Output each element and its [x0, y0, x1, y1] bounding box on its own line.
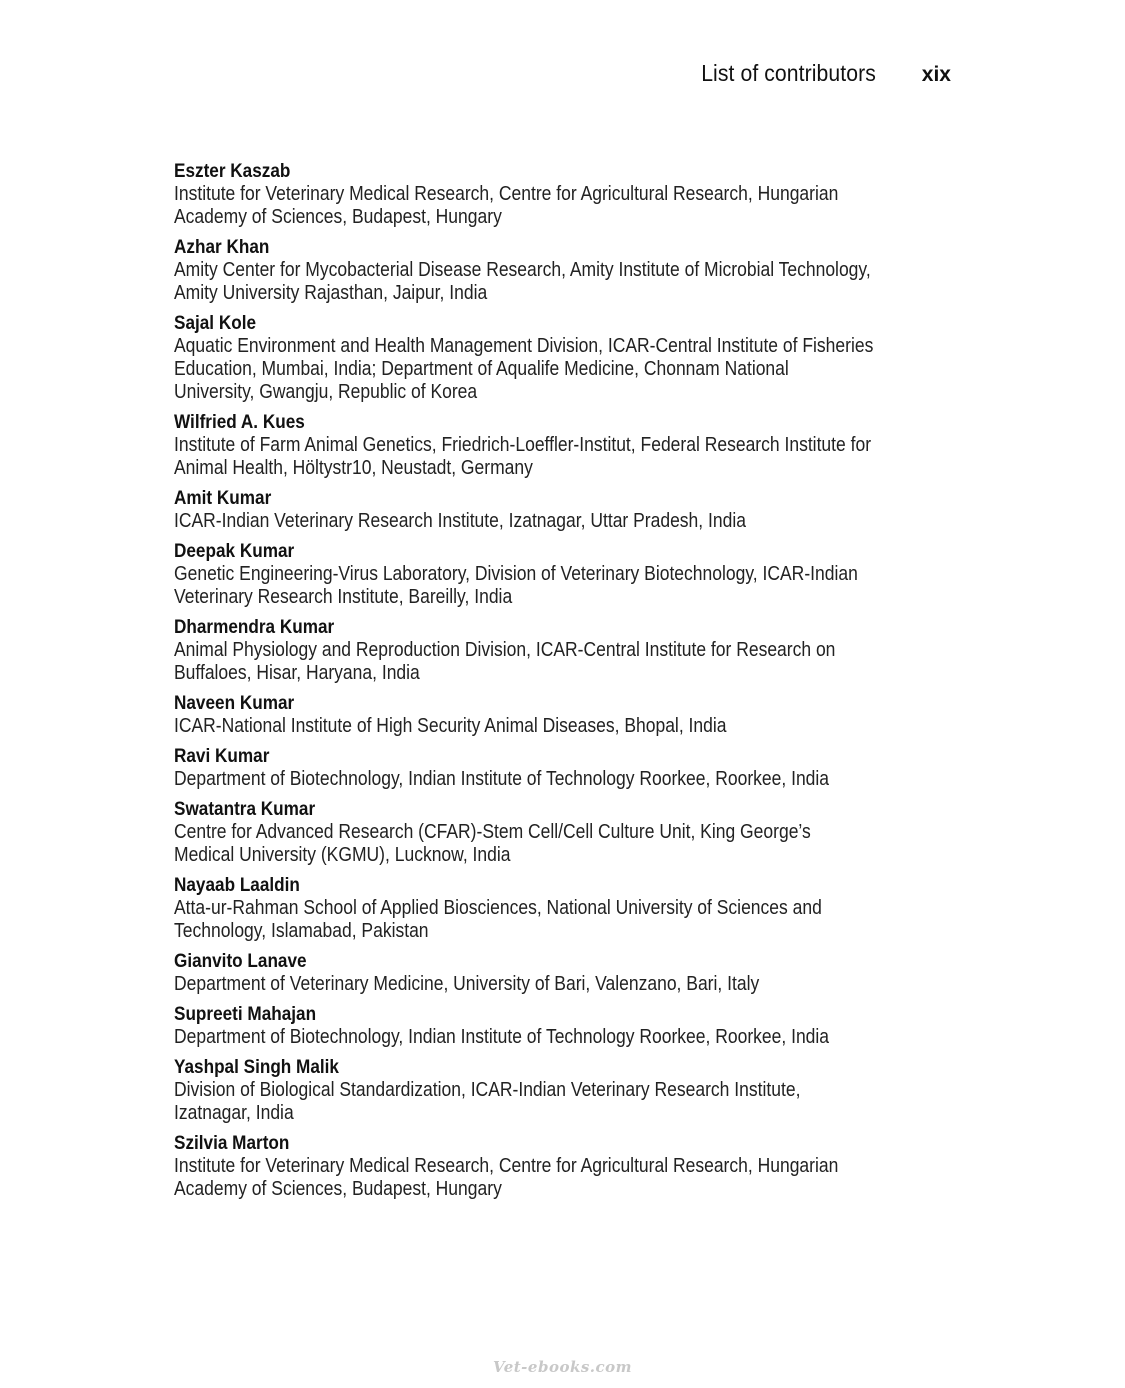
- contributor-entry: [174, 487, 894, 533]
- contributor-affiliation: Atta-ur-Rahman School of Applied Biosciences, National University of Sciences and Technology, Islamabad, Pakistan: [174, 897, 822, 942]
- contributor-name: Deepak Kumar: [174, 540, 295, 562]
- contributor-list: [174, 160, 894, 1208]
- contributor-name: Yashpal Singh Malik: [174, 1056, 339, 1078]
- contributor-affiliation: Department of Biotechnology, Indian Institute of Technology Roorkee, Roorkee, India: [174, 1026, 830, 1048]
- contributor-entry: [174, 540, 894, 609]
- contributor-affiliation: Department of Veterinary Medicine, University of Bari, Valenzano, Bari, Italy: [174, 973, 760, 995]
- contributor-entry: [174, 692, 894, 738]
- running-header: [686, 60, 951, 87]
- contributor-affiliation: Amity Center for Mycobacterial Disease Research, Amity Institute of Microbial Technology, Amity University Rajasthan, Jaipur, India: [174, 259, 871, 304]
- contributor-affiliation: Institute for Veterinary Medical Research, Centre for Agricultural Research, Hungarian Academy of Sciences, Budapest, Hungary: [174, 183, 839, 228]
- contributor-entry: [174, 874, 894, 943]
- contributor-name: Naveen Kumar: [174, 692, 295, 714]
- contributor-entry: [174, 160, 894, 229]
- contributor-entry: [174, 312, 894, 404]
- watermark-text: Vet-ebooks.com: [492, 1358, 633, 1376]
- page-number: xix: [921, 63, 951, 86]
- contributor-entry: [174, 950, 894, 996]
- contributor-name: Wilfried A. Kues: [174, 411, 305, 433]
- contributor-entry: [174, 798, 894, 867]
- contributor-name: Eszter Kaszab: [174, 160, 291, 182]
- contributor-affiliation: Centre for Advanced Research (CFAR)-Stem Cell/Cell Culture Unit, King George’s Medical University (KGMU), Lucknow, India: [174, 821, 811, 866]
- contributor-entry: [174, 1132, 894, 1201]
- contributor-name: Swatantra Kumar: [174, 798, 316, 820]
- contributor-name: Nayaab Laaldin: [174, 874, 300, 896]
- contributor-entry: [174, 616, 894, 685]
- contributor-name: Gianvito Lanave: [174, 950, 307, 972]
- contributor-affiliation: Institute for Veterinary Medical Research, Centre for Agricultural Research, Hungarian Academy of Sciences, Budapest, Hungary: [174, 1155, 839, 1200]
- contributor-entry: [174, 1056, 894, 1125]
- contributor-entry: [174, 236, 894, 305]
- contributor-affiliation: Aquatic Environment and Health Management Division, ICAR-Central Institute of Fisheries Education, Mumbai, India; Department of Aqualife Medicine, Chonnam National University, Gwangju, Republic of Korea: [174, 335, 874, 403]
- contributor-affiliation: Institute of Farm Animal Genetics, Friedrich-Loeffler-Institut, Federal Research Institute for Animal Health, Höltystr10, Neustadt, Germany: [174, 434, 872, 479]
- contributor-entry: [174, 745, 894, 791]
- contributor-name: Azhar Khan: [174, 236, 270, 258]
- contributor-name: Ravi Kumar: [174, 745, 270, 767]
- running-title: List of contributors: [701, 60, 876, 86]
- contributor-entry: [174, 411, 894, 480]
- contributor-name: Supreeti Mahajan: [174, 1003, 317, 1025]
- contributor-affiliation: ICAR-Indian Veterinary Research Institute, Izatnagar, Uttar Pradesh, India: [174, 510, 746, 532]
- contributor-affiliation: Animal Physiology and Reproduction Division, ICAR-Central Institute for Research on Buffaloes, Hisar, Haryana, India: [174, 639, 836, 684]
- contributor-name: Amit Kumar: [174, 487, 272, 509]
- contributor-name: Dharmendra Kumar: [174, 616, 335, 638]
- contributor-name: Szilvia Marton: [174, 1132, 290, 1154]
- contributor-entry: [174, 1003, 894, 1049]
- contributor-name: Sajal Kole: [174, 312, 257, 334]
- contributor-affiliation: Department of Biotechnology, Indian Institute of Technology Roorkee, Roorkee, India: [174, 768, 830, 790]
- contributor-affiliation: ICAR-National Institute of High Security Animal Diseases, Bhopal, India: [174, 715, 727, 737]
- watermark-logo: [0, 1358, 1125, 1377]
- contributor-affiliation: Division of Biological Standardization, ICAR-Indian Veterinary Research Institute, Izatnagar, India: [174, 1079, 801, 1124]
- contributor-affiliation: Genetic Engineering-Virus Laboratory, Division of Veterinary Biotechnology, ICAR-Indian Veterinary Research Institute, Bareilly, India: [174, 563, 858, 608]
